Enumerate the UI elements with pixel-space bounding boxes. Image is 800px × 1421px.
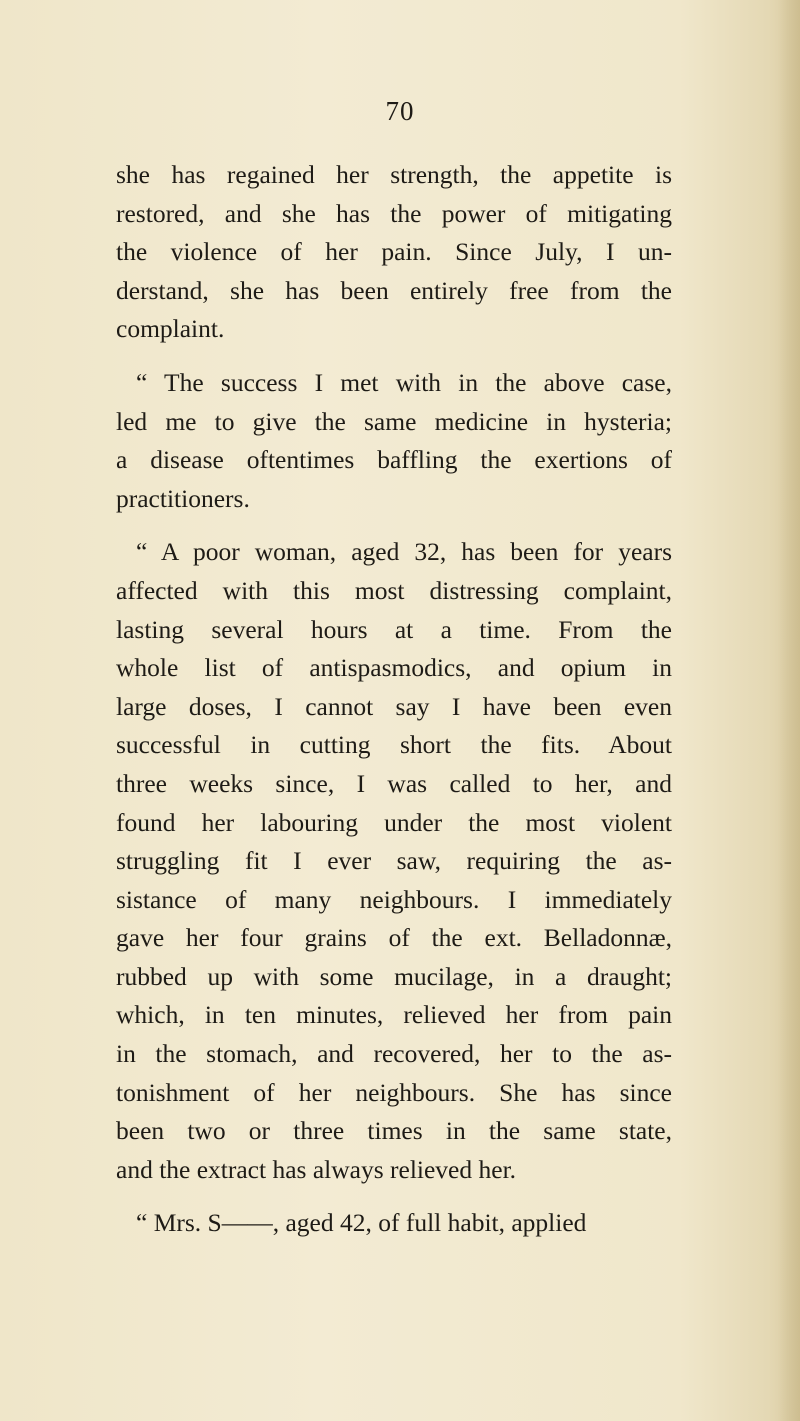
text-line: found her labouring under the most violent	[116, 807, 672, 837]
paragraph-gap	[116, 1189, 672, 1204]
paragraph-gap	[116, 349, 672, 364]
text-line: derstand, she has been entirely free from the	[116, 275, 672, 305]
text-line: large doses, I cannot say I have been even	[116, 691, 672, 721]
paragraph	[116, 1204, 672, 1243]
page-edge-shadow	[778, 0, 800, 1421]
paragraph-gap	[116, 518, 672, 533]
text-line: successful in cutting short the fits. About	[116, 730, 672, 760]
text-line: practitioners.	[116, 483, 250, 513]
text-line: complaint.	[116, 314, 225, 344]
text-line: led me to give the same medicine in hysteria;	[116, 406, 672, 436]
text-line: tonishment of her neighbours. She has since	[116, 1077, 672, 1107]
paragraph	[116, 364, 672, 518]
text-line: which, in ten minutes, relieved her from pain	[116, 1000, 672, 1030]
text-line: rubbed up with some mucilage, in a draught;	[116, 961, 672, 991]
text-line: gave her four grains of the ext. Belladonnæ,	[116, 923, 672, 953]
text-line: lasting several hours at a time. From the	[116, 614, 672, 644]
text-line: “ The success I met with in the above case,	[136, 367, 672, 397]
paragraph	[116, 533, 672, 1189]
text-line: “ Mrs. S——, aged 42, of full habit, applied	[136, 1208, 587, 1238]
text-line: the violence of her pain. Since July, I un-	[116, 237, 672, 267]
text-line: “ A poor woman, aged 32, has been for years	[136, 537, 672, 567]
text-line: been two or three times in the same state,	[116, 1116, 672, 1146]
text-line: struggling fit I ever saw, requiring the as-	[116, 846, 672, 876]
paragraph	[116, 156, 672, 349]
text-line: restored, and she has the power of mitigating	[116, 198, 672, 228]
text-line: in the stomach, and recovered, her to the as-	[116, 1039, 672, 1069]
text-line: she has regained her strength, the appetite is	[116, 160, 672, 189]
text-line: three weeks since, I was called to her, and	[116, 768, 672, 798]
page-number: 70	[385, 96, 415, 126]
text-line: whole list of antispasmodics, and opium in	[116, 653, 672, 683]
body-text	[116, 156, 672, 1243]
text-line: affected with this most distressing complaint,	[116, 575, 672, 605]
text-line: a disease oftentimes baffling the exertions of	[116, 445, 672, 475]
text-line: and the extract has always relieved her.	[116, 1154, 517, 1184]
text-line: sistance of many neighbours. I immediately	[116, 884, 672, 914]
